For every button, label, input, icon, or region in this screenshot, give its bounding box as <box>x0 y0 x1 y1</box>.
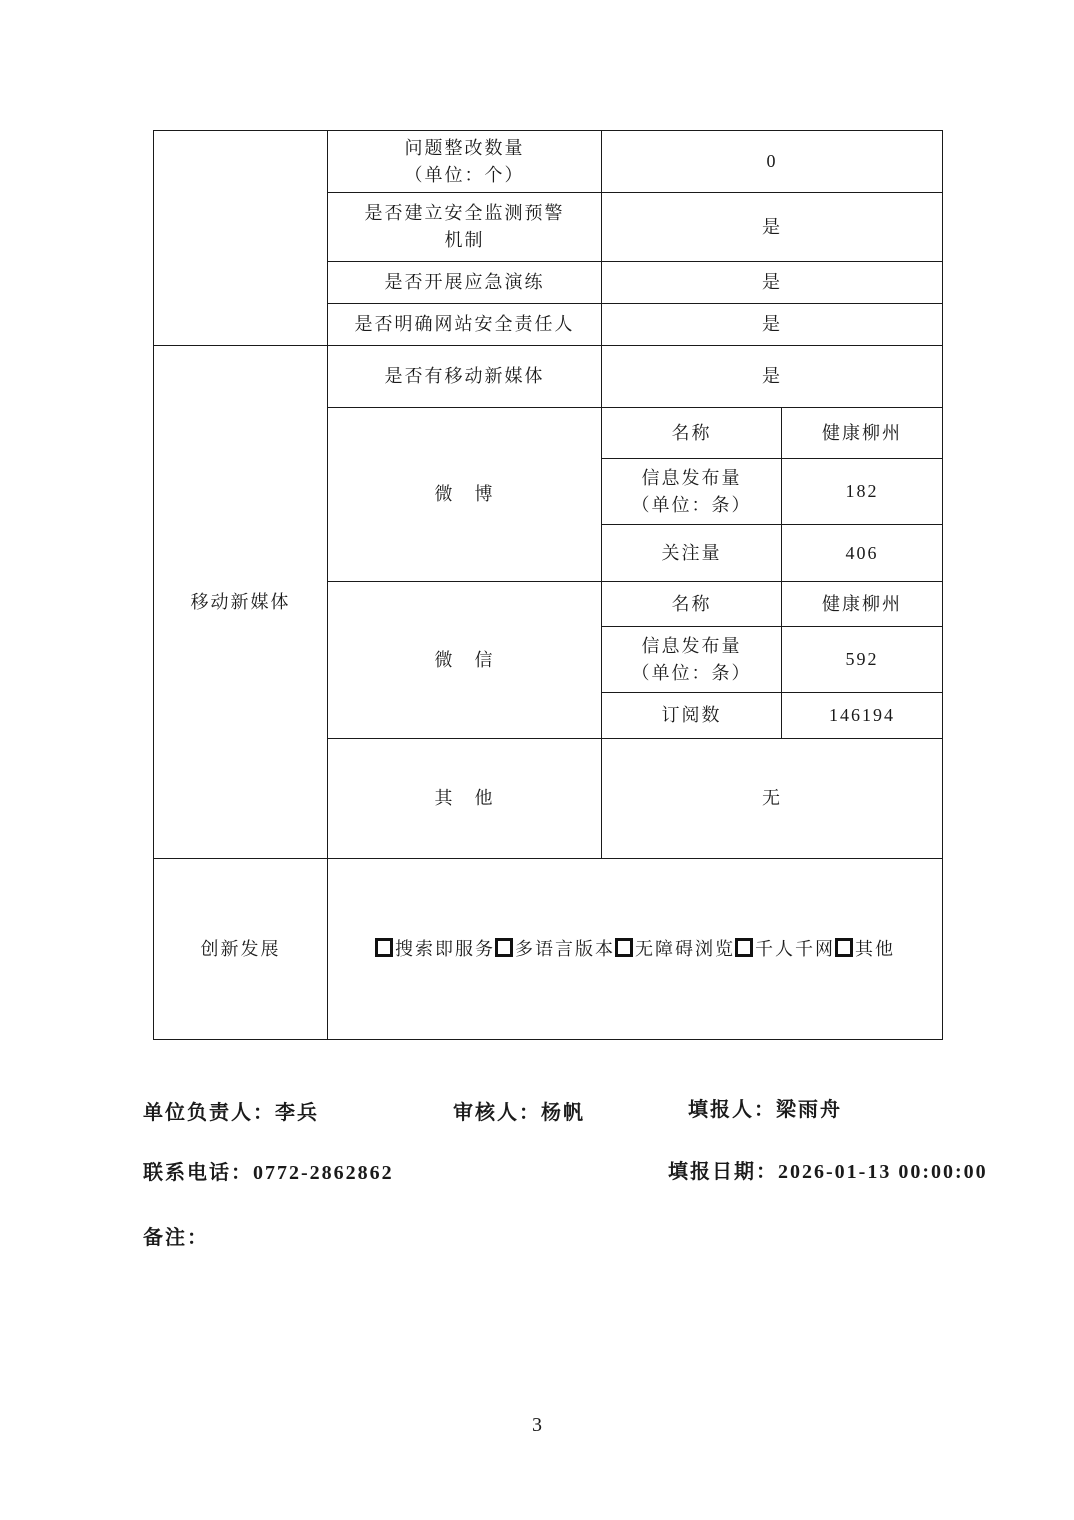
filler-value: 梁雨舟 <box>776 1099 842 1121</box>
label-line2: 机制 <box>444 230 485 250</box>
innovation-option-label: 无障碍浏览 <box>635 938 735 959</box>
innovation-option <box>735 939 835 959</box>
weibo-platform-label: 微 博 <box>328 408 602 582</box>
weibo-followers-label: 关注量 <box>602 525 782 582</box>
security-section-empty-cell <box>154 131 328 346</box>
wechat-subscribers-value: 146194 <box>782 693 943 739</box>
innovation-option-label: 多语言版本 <box>515 938 615 959</box>
reviewer-label: 审核人： <box>453 1102 541 1124</box>
innovation-section-label: 创新发展 <box>154 859 328 1040</box>
annual-report-table <box>153 130 943 1040</box>
label-line2: （单位：条） <box>631 662 752 683</box>
fill-date-value: 2026-01-13 00:00:00 <box>778 1161 988 1183</box>
remark-label: 备注： <box>143 1227 209 1249</box>
unit-head-value: 李兵 <box>275 1102 319 1124</box>
table-row <box>154 346 943 408</box>
page-number: 3 <box>532 1414 542 1436</box>
unit-head-field <box>143 1101 319 1125</box>
innovation-option-label: 搜索即服务 <box>395 938 495 959</box>
fill-date-label: 填报日期： <box>668 1161 778 1183</box>
has-new-media-value: 是 <box>602 346 943 408</box>
emergency-drill-label: 是否开展应急演练 <box>328 262 602 304</box>
emergency-drill-value: 是 <box>602 262 943 304</box>
reviewer-value: 杨帆 <box>541 1102 585 1124</box>
innovation-option-label: 千人千网 <box>755 938 835 959</box>
innovation-options-cell <box>328 859 943 1040</box>
checkbox-unchecked-icon <box>835 938 853 957</box>
wechat-subscribers-label: 订阅数 <box>602 693 782 739</box>
checkbox-unchecked-icon <box>735 938 753 957</box>
innovation-option <box>615 939 735 959</box>
label-line2: （单位：个） <box>404 164 525 185</box>
issue-rectify-count-value: 0 <box>602 131 943 193</box>
innovation-option <box>835 939 895 959</box>
weibo-posts-value: 182 <box>782 459 943 525</box>
wechat-name-label: 名称 <box>602 582 782 627</box>
label-line1: 问题整改数量 <box>404 137 525 158</box>
weibo-posts-label <box>602 459 782 525</box>
unit-head-label: 单位负责人： <box>143 1102 275 1124</box>
wechat-platform-label: 微 信 <box>328 582 602 739</box>
wechat-posts-value: 592 <box>782 627 943 693</box>
mobile-media-section-label: 移动新媒体 <box>154 346 328 859</box>
security-monitor-label <box>328 193 602 262</box>
security-responsible-label: 是否明确网站安全责任人 <box>328 304 602 346</box>
weibo-name-label: 名称 <box>602 408 782 459</box>
security-monitor-value: 是 <box>602 193 943 262</box>
other-media-label: 其 他 <box>328 739 602 859</box>
innovation-option-label: 其他 <box>855 938 895 959</box>
security-responsible-value: 是 <box>602 304 943 346</box>
filler-label: 填报人： <box>688 1099 776 1121</box>
label-line2: （单位：条） <box>631 494 752 515</box>
has-new-media-label: 是否有移动新媒体 <box>328 346 602 408</box>
label-line1: 是否建立安全监测预警 <box>364 203 565 223</box>
reviewer-field <box>453 1101 585 1125</box>
checkbox-unchecked-icon <box>375 938 393 957</box>
table-row <box>154 859 943 1040</box>
weibo-followers-value: 406 <box>782 525 943 582</box>
innovation-option <box>495 939 615 959</box>
contact-phone-label: 联系电话： <box>143 1162 253 1184</box>
checkbox-unchecked-icon <box>495 938 513 957</box>
remark-field <box>143 1226 209 1250</box>
fill-date-field <box>668 1160 988 1184</box>
wechat-name-value: 健康柳州 <box>782 582 943 627</box>
contact-phone-field <box>143 1161 394 1185</box>
wechat-posts-label <box>602 627 782 693</box>
label-line1: 信息发布量 <box>641 635 742 656</box>
label-line1: 信息发布量 <box>641 467 742 488</box>
table-row <box>154 131 943 193</box>
contact-phone-value: 0772-2862862 <box>253 1162 394 1184</box>
issue-rectify-count-label <box>328 131 602 193</box>
filler-field <box>688 1098 842 1122</box>
checkbox-unchecked-icon <box>615 938 633 957</box>
innovation-option <box>375 939 495 959</box>
other-media-value: 无 <box>602 739 943 859</box>
weibo-name-value: 健康柳州 <box>782 408 943 459</box>
